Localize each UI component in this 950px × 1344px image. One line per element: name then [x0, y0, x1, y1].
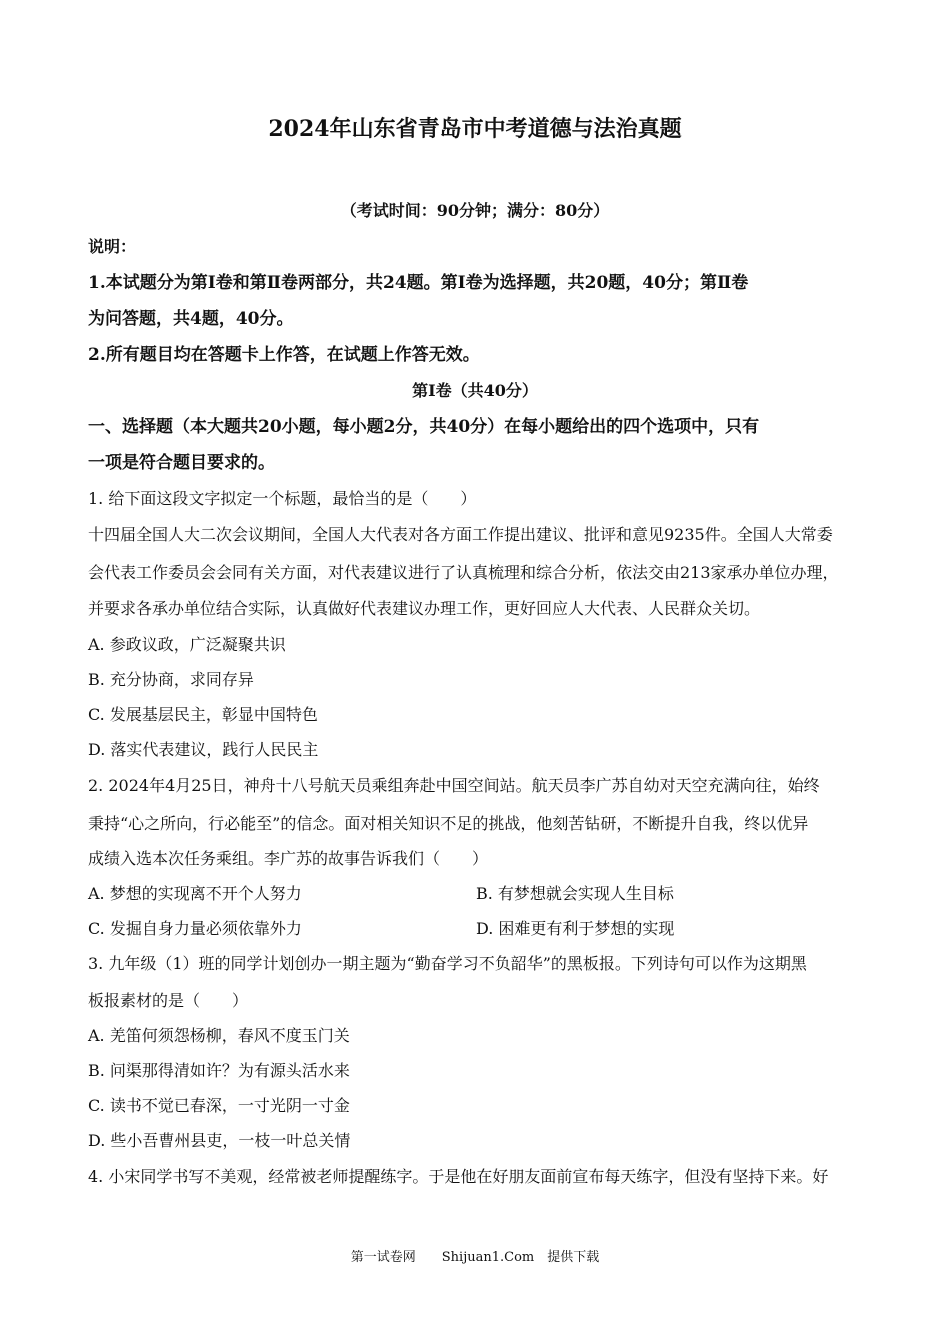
question-1-stem-line-2: 十四届全国人大二次会议期间，全国人大代表对各方面工作提出建议、批评和意见9235件。全国人大常委 — [88, 525, 833, 544]
question-1-option-b: B. 充分协商，求同存异 — [88, 670, 254, 689]
part-heading-line-2: 一项是符合题目要求的。 — [88, 453, 275, 473]
instruction-item-2: 2.所有题目均在答题卡上作答，在试题上作答无效。 — [88, 345, 480, 365]
question-1-option-a: A. 参政议政，广泛凝聚共识 — [88, 635, 286, 654]
question-1-option-d: D. 落实代表建议，践行人民民主 — [88, 740, 319, 759]
question-3-option-d: D. 些小吾曹州县吏，一枝一叶总关情 — [88, 1131, 351, 1150]
part-heading-line-1: 一、选择题（本大题共20小题，每小题2分，共40分）在每小题给出的四个选项中，只有 — [88, 417, 760, 437]
question-1-option-c: C. 发展基层民主，彰显中国特色 — [88, 705, 318, 724]
question-2-option-a: A. 梦想的实现离不开个人努力 — [88, 884, 302, 903]
question-2-option-c: C. 发掘自身力量必须依靠外力 — [88, 919, 302, 938]
page-footer: 第一试卷网 Shijuan1.Com 提供下载 — [350, 1250, 600, 1265]
question-3-option-b: B. 问渠那得清如许？为有源头活水来 — [88, 1061, 350, 1080]
question-1-stem-line-3: 会代表工作委员会会同有关方面，对代表建议进行了认真梳理和综合分析，依法交由213家承办单位办理， — [88, 563, 839, 582]
section-title: 第Ⅰ卷（共40分） — [412, 381, 538, 400]
question-3-option-c: C. 读书不觉已春深，一寸光阴一寸金 — [88, 1096, 350, 1115]
question-2-stem-line-3: 成绩入选本次任务乘组。李广苏的故事告诉我们（ ） — [88, 849, 489, 868]
question-1-stem-line-4: 并要求各承办单位结合实际，认真做好代表建议办理工作，更好回应人大代表、人民群众关切。 — [88, 599, 761, 618]
question-3-stem-line-2: 板报素材的是（ ） — [88, 991, 249, 1010]
question-3-stem-line-1: 3. 九年级（1）班的同学计划创办一期主题为“勤奋学习不负韶华”的黑板报。下列诗句可以作为这期黑 — [88, 954, 807, 973]
instructions-heading: 说明： — [88, 237, 137, 256]
question-2-option-b: B. 有梦想就会实现人生目标 — [476, 884, 674, 903]
question-4-stem-line-1: 4. 小宋同学书写不美观，经常被老师提醒练字。于是他在好朋友面前宣布每天练字，但没有坚持下来。好 — [88, 1167, 829, 1186]
instruction-item-1-line-2: 为问答题，共4题，40分。 — [88, 309, 294, 329]
question-2-stem-line-1: 2. 2024年4月25日，神舟十八号航天员乘组奔赴中国空间站。航天员李广苏自幼对天空充满向往，始终 — [88, 776, 820, 795]
page-title: 2024年山东省青岛市中考道德与法治真题 — [268, 116, 682, 142]
instruction-item-1-line-1: 1.本试题分为第Ⅰ卷和第Ⅱ卷两部分，共24题。第Ⅰ卷为选择题，共20题，40分；第Ⅱ卷 — [88, 273, 749, 293]
question-3-option-a: A. 羌笛何须怨杨柳，春风不度玉门关 — [88, 1026, 350, 1045]
question-1-stem-line-1: 1. 给下面这段文字拟定一个标题，最恰当的是（ ） — [88, 489, 477, 508]
question-2-option-d: D. 困难更有利于梦想的实现 — [476, 919, 675, 938]
question-2-stem-line-2: 秉持“心之所向，行必能至”的信念。面对相关知识不足的挑战，他刻苦钻研，不断提升自我，终以优异 — [88, 814, 809, 833]
exam-info: （考试时间：90分钟；满分：80分） — [340, 201, 610, 220]
